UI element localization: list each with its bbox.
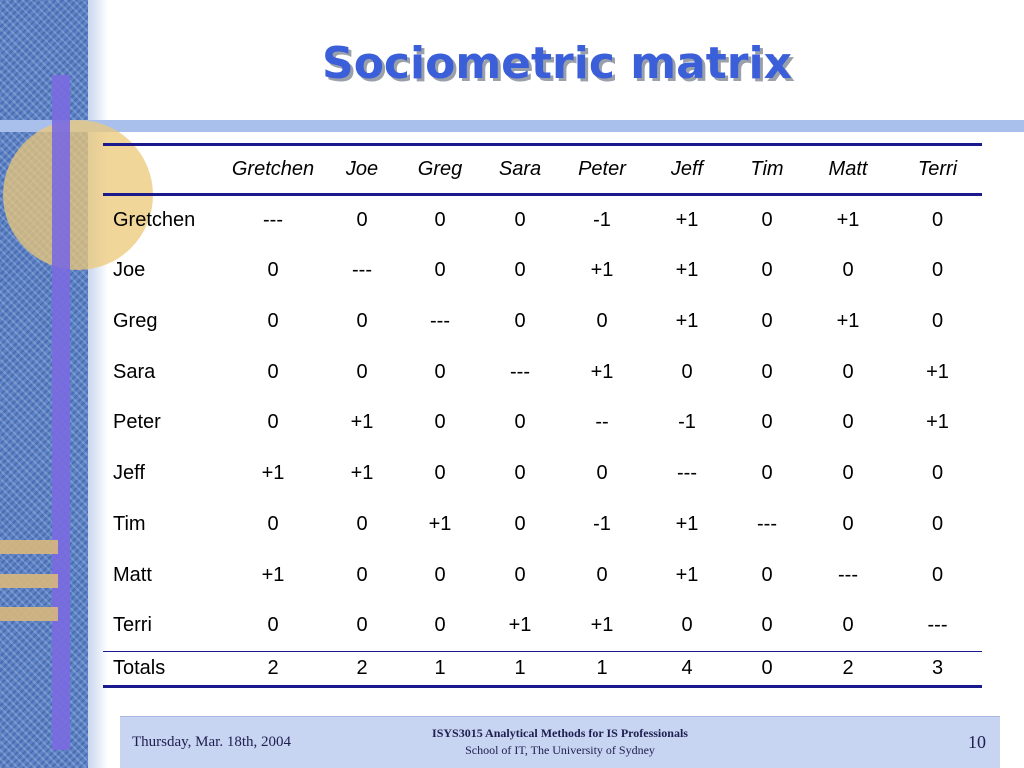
table-row xyxy=(103,245,982,296)
matrix-cell: 0 xyxy=(842,614,854,637)
matrix-cell: 0 xyxy=(596,309,608,332)
total-cell: 1 xyxy=(434,657,446,679)
matrix-cell: 0 xyxy=(434,614,446,637)
page-number: 10 xyxy=(968,732,986,752)
matrix-cell: 0 xyxy=(761,309,773,332)
matrix-cell: -1 xyxy=(593,512,611,535)
matrix-cell: +1 xyxy=(926,411,949,434)
matrix-cell: +1 xyxy=(261,462,285,485)
matrix-cell: 0 xyxy=(681,360,693,383)
matrix-cell: --- xyxy=(510,360,530,383)
matrix-cell: 0 xyxy=(931,512,944,535)
matrix-cell: --- xyxy=(677,462,697,485)
matrix-cell: -1 xyxy=(678,411,696,434)
footer-course-info xyxy=(120,726,1000,758)
corner-cell xyxy=(103,145,223,195)
total-cell: 4 xyxy=(681,657,693,679)
matrix-cell: 0 xyxy=(434,563,446,586)
matrix-cell: --- xyxy=(263,209,283,232)
decorative-tan-bar xyxy=(0,607,58,621)
row-label: Matt xyxy=(113,563,152,586)
header-row xyxy=(103,145,982,195)
row-label: Tim xyxy=(113,512,146,535)
matrix-cell: 0 xyxy=(931,563,944,586)
row-label: Terri xyxy=(113,614,152,637)
total-cell: 1 xyxy=(596,657,608,679)
matrix-cell: 0 xyxy=(596,462,608,485)
matrix-cell: 0 xyxy=(356,614,368,637)
column-header: Matt xyxy=(828,158,868,180)
matrix-cell: +1 xyxy=(675,512,699,535)
column-header: Sara xyxy=(498,158,542,180)
matrix-cell: -1 xyxy=(593,209,611,232)
row-label: Gretchen xyxy=(113,209,196,232)
matrix-cell: --- xyxy=(927,614,948,637)
total-cell: 2 xyxy=(842,657,854,679)
table-row xyxy=(103,601,982,652)
table-row xyxy=(103,296,982,347)
matrix-cell: 0 xyxy=(596,563,608,586)
column-header: Jeff xyxy=(670,158,704,180)
total-cell: 3 xyxy=(931,657,944,679)
matrix-cell: 0 xyxy=(514,512,526,535)
matrix-cell: 0 xyxy=(356,563,368,586)
matrix-cell: 0 xyxy=(931,309,944,332)
matrix-cell: 0 xyxy=(267,411,279,434)
row-label: Greg xyxy=(113,309,158,332)
matrix-cell: 0 xyxy=(931,259,944,282)
slide-footer xyxy=(120,716,1000,768)
matrix-cell: 0 xyxy=(842,259,854,282)
matrix-cell: +1 xyxy=(675,209,699,232)
matrix-cell: 0 xyxy=(842,411,854,434)
matrix-cell: 0 xyxy=(761,462,773,485)
table-row xyxy=(103,398,982,449)
total-cell: 0 xyxy=(761,657,773,679)
table-row xyxy=(103,499,982,550)
slide-title: Sociometric matrix xyxy=(322,38,792,89)
matrix-cell: 0 xyxy=(761,614,773,637)
total-cell: 2 xyxy=(356,657,368,679)
decorative-tan-bar xyxy=(0,574,58,588)
footer-date: Thursday, Mar. 18th, 2004 xyxy=(132,734,292,750)
footer-course-title: ISYS3015 Analytical Methods for IS Professionals xyxy=(432,726,688,740)
matrix-cell: 0 xyxy=(434,259,446,282)
matrix-cell: 0 xyxy=(931,209,944,232)
row-label: Sara xyxy=(113,360,156,383)
matrix-cell: +1 xyxy=(590,360,614,383)
decorative-tan-bar xyxy=(0,540,58,554)
matrix-cell: 0 xyxy=(356,512,368,535)
matrix-cell: 0 xyxy=(356,360,368,383)
sociometric-matrix-table xyxy=(103,143,982,688)
matrix-cell: 0 xyxy=(514,209,526,232)
column-header: Tim xyxy=(750,158,784,180)
column-header: Greg xyxy=(417,158,463,180)
matrix-cell: 0 xyxy=(514,563,526,586)
column-header: Gretchen xyxy=(231,158,315,180)
matrix-cell: +1 xyxy=(350,462,374,485)
matrix-cell: 0 xyxy=(267,360,279,383)
footer-school: School of IT, The University of Sydney xyxy=(465,743,655,757)
table-row xyxy=(103,550,982,601)
total-cell: 2 xyxy=(267,657,279,679)
column-header: Joe xyxy=(345,158,379,180)
matrix-cell: 0 xyxy=(267,512,279,535)
matrix-cell: 0 xyxy=(514,411,526,434)
matrix-cell: 0 xyxy=(761,259,773,282)
matrix-cell: +1 xyxy=(675,563,699,586)
matrix-cell: +1 xyxy=(590,259,614,282)
matrix-cell: 0 xyxy=(267,614,279,637)
totals-label: Totals xyxy=(113,657,166,679)
matrix-cell: +1 xyxy=(428,512,452,535)
decorative-blue-band xyxy=(0,120,1024,132)
matrix-cell: 0 xyxy=(761,209,773,232)
totals-row xyxy=(103,652,982,687)
matrix-cell: +1 xyxy=(675,259,699,282)
matrix-cell: 0 xyxy=(434,462,446,485)
column-header: Peter xyxy=(578,158,626,180)
matrix-cell: 0 xyxy=(761,411,773,434)
matrix-cell: 0 xyxy=(267,309,279,332)
matrix-cell: 0 xyxy=(356,209,368,232)
row-label: Peter xyxy=(113,411,161,434)
matrix-cell: 0 xyxy=(931,462,944,485)
matrix-cell: +1 xyxy=(675,309,699,332)
matrix-cell: 0 xyxy=(761,360,773,383)
matrix-cell: +1 xyxy=(926,360,949,383)
decorative-textured-strip xyxy=(0,0,88,768)
matrix-cell: 0 xyxy=(434,411,446,434)
matrix-cell: 0 xyxy=(434,209,446,232)
matrix-cell: -- xyxy=(595,411,609,434)
matrix-cell: 0 xyxy=(514,309,526,332)
matrix-cell: 0 xyxy=(681,614,693,637)
row-label: Jeff xyxy=(113,462,145,485)
matrix-cell: 0 xyxy=(761,563,773,586)
total-cell: 1 xyxy=(514,657,526,679)
matrix-cell: --- xyxy=(352,259,372,282)
matrix-cell: --- xyxy=(430,309,450,332)
column-header: Terri xyxy=(917,158,958,180)
matrix-cell: 0 xyxy=(356,309,368,332)
matrix-cell: --- xyxy=(757,512,777,535)
matrix-cell: --- xyxy=(838,563,858,586)
matrix-cell: 0 xyxy=(267,259,279,282)
matrix-cell: 0 xyxy=(514,259,526,282)
matrix-cell: +1 xyxy=(590,614,614,637)
matrix-cell: +1 xyxy=(836,309,860,332)
matrix-cell: 0 xyxy=(434,360,446,383)
matrix-cell: 0 xyxy=(514,462,526,485)
table-row xyxy=(103,347,982,398)
matrix-cell: +1 xyxy=(836,209,860,232)
matrix-cell: +1 xyxy=(508,614,532,637)
table-row xyxy=(103,195,982,246)
matrix-cell: +1 xyxy=(261,563,285,586)
decorative-purple-bar xyxy=(52,75,70,750)
matrix-cell: +1 xyxy=(350,411,374,434)
row-label: Joe xyxy=(113,259,146,282)
matrix-cell: 0 xyxy=(842,462,854,485)
matrix-cell: 0 xyxy=(842,360,854,383)
matrix-cell: 0 xyxy=(842,512,854,535)
table-row xyxy=(103,448,982,499)
